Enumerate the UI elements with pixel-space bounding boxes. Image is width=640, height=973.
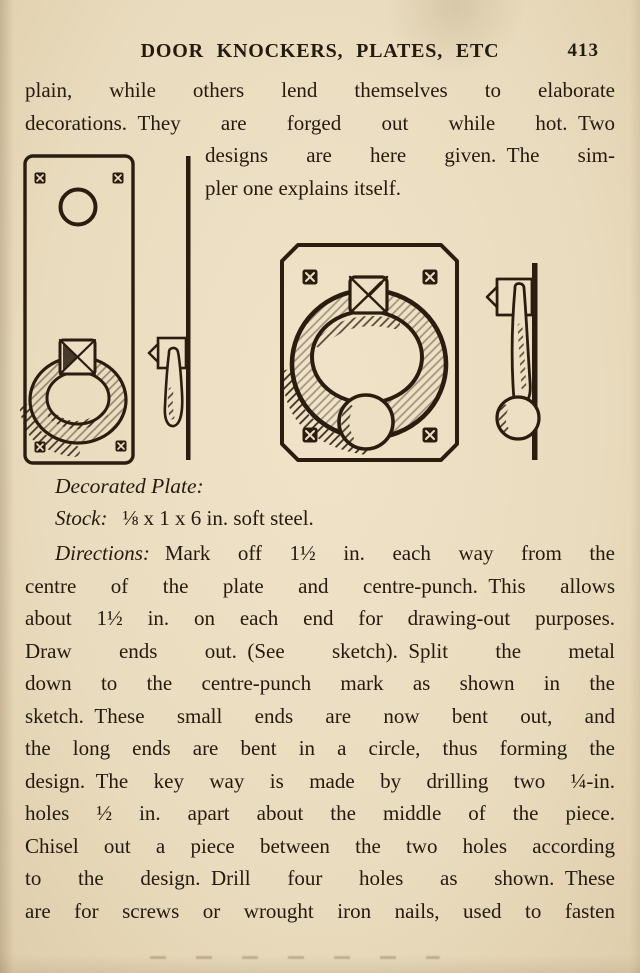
stock-value: ⅛ x 1 x 6 in. soft steel.: [122, 506, 314, 530]
text-line: designs are here given. The sim-: [205, 143, 615, 167]
text-line: are for screws or wrought iron nails, used to fasten: [25, 898, 615, 923]
text-line: holes ½ in. apart about the middle of the piece.: [25, 801, 615, 825]
directions-label: Directions:: [55, 541, 150, 565]
page-title: DOOR KNOCKERS, PLATES, ETC: [140, 40, 500, 62]
figure-tall-plate-front-and-side-view: [18, 148, 203, 473]
text-line: decorations. They are forged out while hot. Two: [25, 110, 615, 135]
page-number: 413: [567, 40, 599, 61]
running-head: [25, 36, 615, 66]
intro-paragraph-wrap: [205, 139, 615, 204]
text-line: Draw ends out. (See sketch). Split the metal: [25, 638, 615, 663]
nail-icon: [423, 428, 438, 443]
page-bottom-show-through: [150, 956, 440, 959]
text-line: down to the centre-punch mark as shown in the: [25, 671, 615, 695]
text-line: Chisel out a piece between the two holes according: [25, 833, 615, 858]
stock-line: [55, 503, 314, 534]
directions-first-line: Mark off 1½ in. each way from the: [164, 541, 615, 565]
nail-icon: [423, 270, 438, 285]
nail-icon: [35, 173, 46, 184]
side-profile: [487, 263, 539, 460]
nail-icon: [113, 173, 124, 184]
text-line: pler one explains itself.: [205, 175, 401, 200]
text-line: plain, while others lend themselves to elaborate: [25, 78, 615, 102]
section-heading: Decorated Plate:: [55, 474, 204, 498]
nail-icon: [303, 270, 318, 285]
nail-icon: [116, 441, 127, 452]
text-line: to the design. Drill four holes as shown. These: [25, 866, 615, 890]
text-line: centre of the plate and centre-punch. This allows: [25, 573, 615, 598]
stock-label: Stock:: [55, 506, 108, 530]
text-line: [25, 537, 615, 570]
nail-icon: [303, 428, 318, 443]
text-line: the long ends are bent in a circle, thus forming the: [25, 736, 615, 760]
text-line: sketch. These small ends are now bent out, and: [25, 703, 615, 728]
nail-icon: [35, 442, 46, 453]
figure-square-plate-front-and-side-view: [268, 242, 558, 472]
text-line: design. The key way is made by drilling two ¼-in.: [25, 768, 615, 793]
side-profile: [149, 156, 191, 460]
directions-paragraph: [25, 537, 615, 927]
text-line: about 1½ in. on each end for drawing-out purposes.: [25, 606, 615, 630]
intro-paragraph: [25, 74, 615, 139]
